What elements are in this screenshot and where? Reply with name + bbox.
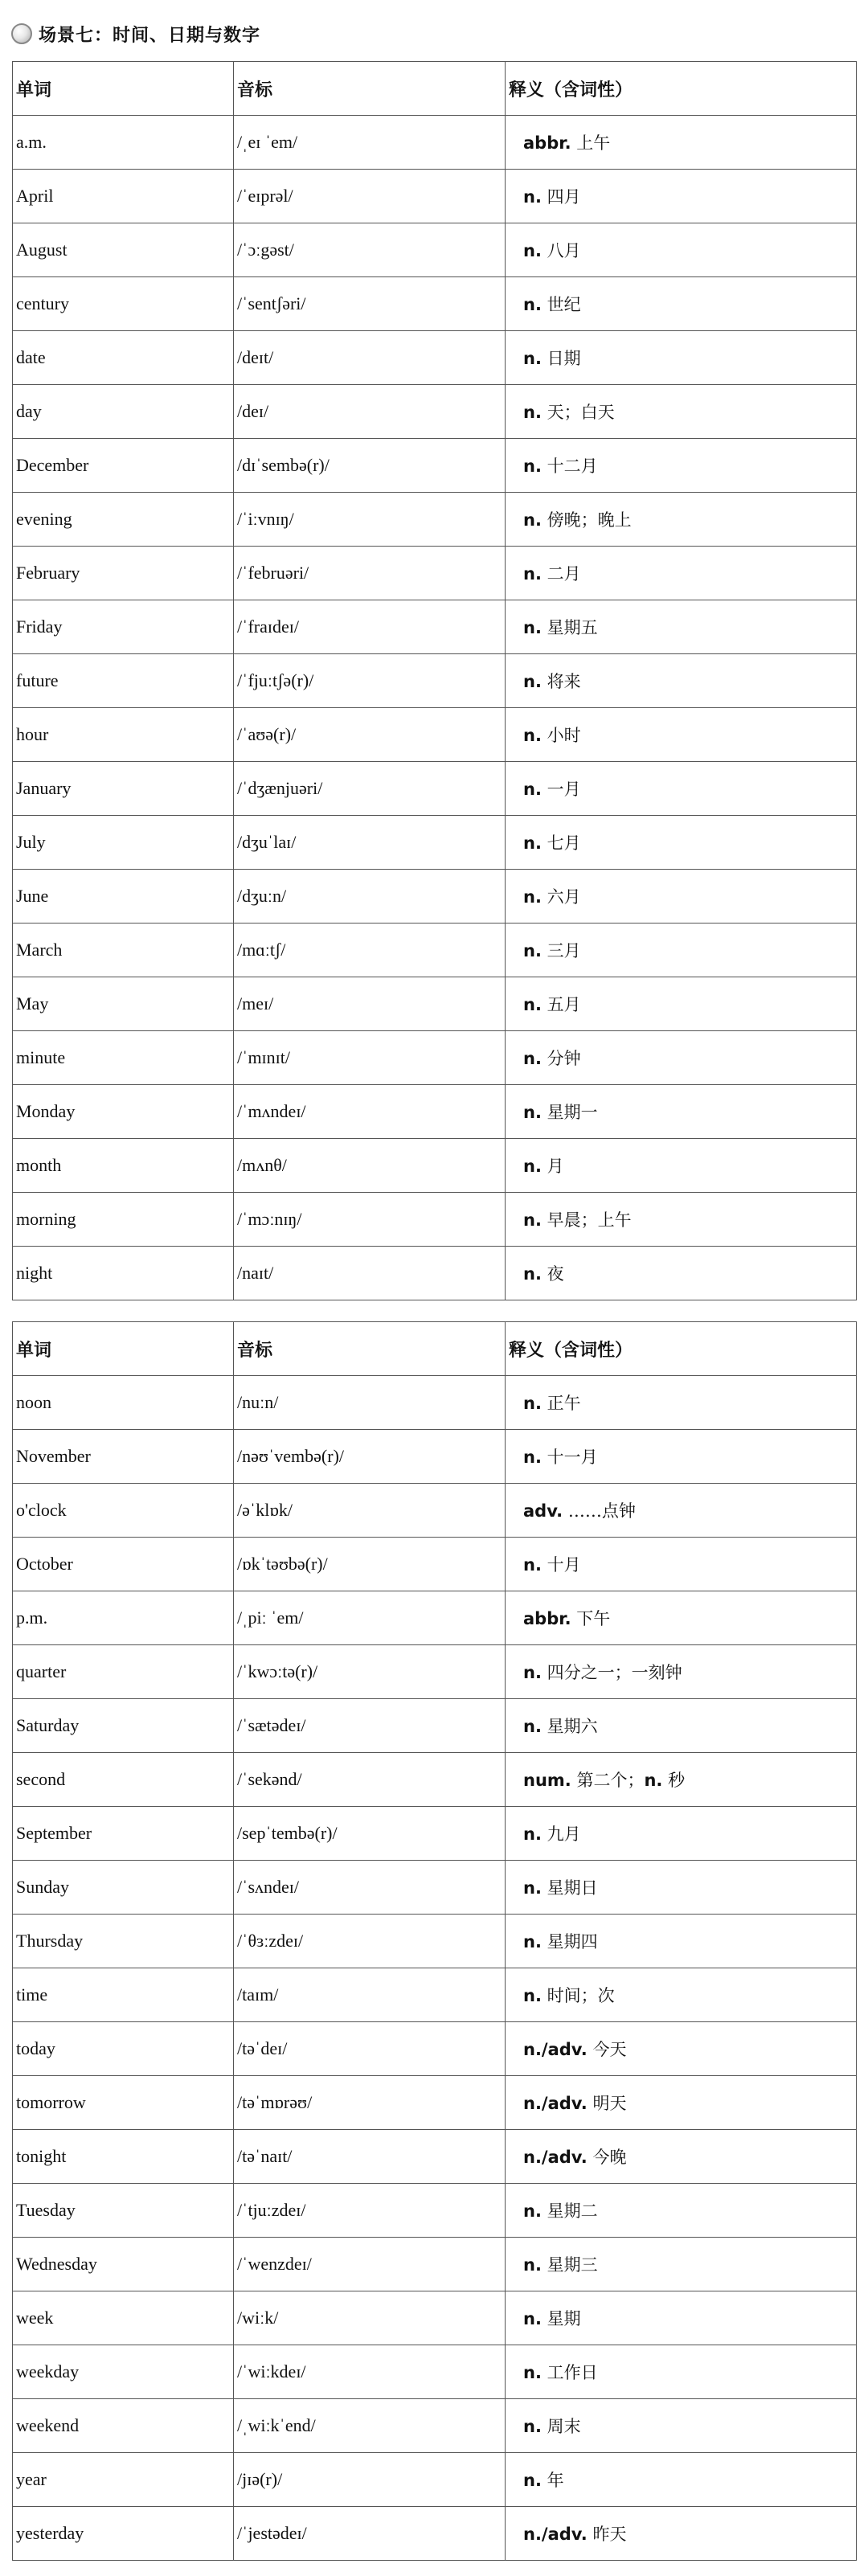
meaning-cell — [506, 331, 857, 385]
chinese-meaning: 上午 — [571, 133, 611, 153]
phonetic-cell: /ˈsekənd/ — [234, 1753, 506, 1807]
chinese-meaning: 星期六 — [541, 1717, 598, 1736]
phonetic-cell: /ˈwiːkdeɪ/ — [234, 2345, 506, 2399]
meaning-cell — [506, 924, 857, 977]
word-cell: hour — [13, 708, 234, 762]
phonetic-cell: /ˈfebruəri/ — [234, 547, 506, 600]
meaning-cell — [506, 1085, 857, 1139]
word-cell: April — [13, 170, 234, 223]
vocab-table-2 — [12, 1321, 857, 2561]
chinese-meaning: 今晚 — [587, 2148, 627, 2167]
word-cell: today — [13, 2022, 234, 2076]
part-of-speech: n./adv. — [523, 2040, 588, 2059]
meaning-cell — [506, 277, 857, 331]
meaning-cell — [506, 977, 857, 1031]
phonetic-cell: /meɪ/ — [234, 977, 506, 1031]
meaning-cell — [506, 762, 857, 816]
part-of-speech: n. — [523, 672, 542, 691]
meaning-cell — [506, 870, 857, 924]
phonetic-cell: /ˈsætədeɪ/ — [234, 1699, 506, 1753]
word-cell: May — [13, 977, 234, 1031]
word-cell: month — [13, 1139, 234, 1193]
part-of-speech: n. — [523, 564, 542, 584]
table-row — [13, 1699, 857, 1753]
meaning-cell — [506, 1861, 857, 1915]
table-row — [13, 1538, 857, 1591]
table-row — [13, 977, 857, 1031]
chinese-meaning: 昨天 — [587, 2525, 627, 2544]
header-meaning: 释义（含词性） — [506, 1322, 857, 1376]
meaning-cell — [506, 170, 857, 223]
part-of-speech: n. — [523, 1555, 542, 1575]
chinese-meaning: 小时 — [541, 726, 581, 745]
chinese-meaning: 星期 — [541, 2309, 581, 2328]
phonetic-cell: /deɪ/ — [234, 385, 506, 439]
part-of-speech: n./adv. — [523, 2148, 588, 2167]
part-of-speech: n. — [523, 510, 542, 530]
part-of-speech: n. — [523, 1717, 542, 1736]
phonetic-cell: /ˈmɔːnɪŋ/ — [234, 1193, 506, 1247]
table-row — [13, 116, 857, 170]
chinese-meaning: 星期三 — [541, 2255, 598, 2275]
table-row — [13, 2291, 857, 2345]
meaning-cell — [506, 2022, 857, 2076]
header-meaning: 释义（含词性） — [506, 62, 857, 116]
meaning-cell — [506, 1807, 857, 1861]
part-of-speech: n. — [523, 403, 542, 422]
word-cell: February — [13, 547, 234, 600]
phonetic-cell: /nəʊˈvembə(r)/ — [234, 1430, 506, 1484]
phonetic-cell: /naɪt/ — [234, 1247, 506, 1300]
phonetic-cell: /təˈmɒrəʊ/ — [234, 2076, 506, 2130]
word-cell: year — [13, 2453, 234, 2507]
phonetic-cell: /dʒuːn/ — [234, 870, 506, 924]
table-row — [13, 1861, 857, 1915]
chinese-meaning: 四分之一；一刻钟 — [541, 1663, 682, 1682]
section-title: 场景七：时间、日期与数字 — [39, 24, 261, 46]
meaning-cell — [506, 1193, 857, 1247]
chinese-meaning: 十二月 — [541, 457, 598, 476]
word-cell: March — [13, 924, 234, 977]
chinese-meaning: 今天 — [587, 2040, 627, 2059]
part-of-speech: adv. — [523, 1501, 563, 1521]
word-cell: weekday — [13, 2345, 234, 2399]
meaning-cell — [506, 2507, 857, 2561]
chinese-meaning: 六月 — [541, 887, 581, 907]
word-cell: evening — [13, 493, 234, 547]
meaning-cell — [506, 1968, 857, 2022]
table-header-row — [13, 1322, 857, 1376]
part-of-speech: n. — [523, 833, 542, 853]
phonetic-cell: /ˌeɪ ˈem/ — [234, 116, 506, 170]
phonetic-cell: /ˌpiː ˈem/ — [234, 1591, 506, 1645]
meaning-cell — [506, 385, 857, 439]
phonetic-cell: /dɪˈsembə(r)/ — [234, 439, 506, 493]
table-row — [13, 654, 857, 708]
chinese-meaning: 工作日 — [541, 2363, 598, 2382]
phonetic-cell: /ˈiːvnɪŋ/ — [234, 493, 506, 547]
table-row — [13, 1591, 857, 1645]
part-of-speech: n. — [523, 941, 542, 960]
word-cell: century — [13, 277, 234, 331]
word-cell: Friday — [13, 600, 234, 654]
table-row — [13, 1484, 857, 1538]
part-of-speech: n. — [523, 1157, 542, 1176]
table-row — [13, 708, 857, 762]
table-row — [13, 1753, 857, 1807]
table-row — [13, 493, 857, 547]
table-row — [13, 547, 857, 600]
table-row — [13, 2345, 857, 2399]
table-row — [13, 2184, 857, 2238]
part-of-speech: n. — [644, 1771, 663, 1790]
part-of-speech: n. — [523, 241, 542, 260]
meaning-cell — [506, 2453, 857, 2507]
phonetic-cell: /ˈmʌndeɪ/ — [234, 1085, 506, 1139]
header-phonetic: 音标 — [234, 1322, 506, 1376]
chinese-meaning: ……点钟 — [563, 1501, 636, 1521]
meaning-cell — [506, 116, 857, 170]
table-row — [13, 1139, 857, 1193]
meaning-cell — [506, 2238, 857, 2291]
word-cell: p.m. — [13, 1591, 234, 1645]
part-of-speech: n. — [523, 457, 542, 476]
meaning-cell — [506, 1484, 857, 1538]
word-cell: quarter — [13, 1645, 234, 1699]
phonetic-cell: /ɒkˈtəʊbə(r)/ — [234, 1538, 506, 1591]
phonetic-cell: /dʒuˈlaɪ/ — [234, 816, 506, 870]
word-cell: October — [13, 1538, 234, 1591]
chinese-meaning: 三月 — [541, 941, 581, 960]
part-of-speech: n./adv. — [523, 2094, 588, 2113]
bullet-circle-icon — [11, 23, 32, 44]
phonetic-cell: /sepˈtembə(r)/ — [234, 1807, 506, 1861]
chinese-meaning: 周末 — [541, 2417, 581, 2436]
table-header-row — [13, 62, 857, 116]
chinese-meaning: 五月 — [541, 995, 581, 1014]
phonetic-cell: /ˈɔːgəst/ — [234, 223, 506, 277]
part-of-speech: n. — [523, 2309, 542, 2328]
chinese-meaning: 天；白天 — [541, 403, 615, 422]
phonetic-cell: /ˈeɪprəl/ — [234, 170, 506, 223]
part-of-speech: n. — [523, 780, 542, 799]
part-of-speech: n. — [523, 2417, 542, 2436]
table-row — [13, 2453, 857, 2507]
meaning-cell — [506, 1430, 857, 1484]
chinese-meaning: 夜 — [541, 1264, 564, 1284]
section-heading — [11, 18, 260, 50]
word-cell: Sunday — [13, 1861, 234, 1915]
word-cell: Monday — [13, 1085, 234, 1139]
chinese-meaning: 年 — [541, 2471, 564, 2490]
meaning-cell — [506, 493, 857, 547]
meaning-cell — [506, 1247, 857, 1300]
phonetic-cell: /təˈdeɪ/ — [234, 2022, 506, 2076]
phonetic-cell: /ˈfjuːtʃə(r)/ — [234, 654, 506, 708]
table-row — [13, 2399, 857, 2453]
phonetic-cell: /wiːk/ — [234, 2291, 506, 2345]
word-cell: time — [13, 1968, 234, 2022]
phonetic-cell: /təˈnaɪt/ — [234, 2130, 506, 2184]
table-row — [13, 816, 857, 870]
vocab-table-1 — [12, 61, 857, 1300]
word-cell: August — [13, 223, 234, 277]
phonetic-cell: /jɪə(r)/ — [234, 2453, 506, 2507]
phonetic-cell: /ˈθɜːzdeɪ/ — [234, 1915, 506, 1968]
phonetic-cell: /ˈdʒænjuəri/ — [234, 762, 506, 816]
phonetic-cell: /ˈjestədeɪ/ — [234, 2507, 506, 2561]
part-of-speech: n. — [523, 1986, 542, 2005]
meaning-cell — [506, 1376, 857, 1430]
chinese-meaning: 正午 — [541, 1394, 581, 1413]
meaning-cell — [506, 2076, 857, 2130]
chinese-meaning: 分钟 — [541, 1049, 581, 1068]
chinese-meaning: 星期四 — [541, 1932, 598, 1951]
table-row — [13, 2076, 857, 2130]
meaning-cell — [506, 2291, 857, 2345]
table-row — [13, 2238, 857, 2291]
table-row — [13, 924, 857, 977]
part-of-speech: n. — [523, 295, 542, 314]
table-row — [13, 2130, 857, 2184]
part-of-speech: n. — [523, 1264, 542, 1284]
meaning-cell — [506, 2184, 857, 2238]
chinese-meaning: 将来 — [541, 672, 581, 691]
chinese-meaning: 世纪 — [541, 295, 581, 314]
meaning-cell — [506, 2345, 857, 2399]
word-cell: Saturday — [13, 1699, 234, 1753]
table-row — [13, 762, 857, 816]
part-of-speech: n. — [523, 187, 542, 207]
part-of-speech: n. — [523, 1878, 542, 1898]
part-of-speech: n. — [523, 1049, 542, 1068]
word-cell: noon — [13, 1376, 234, 1430]
word-cell: date — [13, 331, 234, 385]
chinese-meaning: 星期一 — [541, 1103, 598, 1122]
phonetic-cell: /nuːn/ — [234, 1376, 506, 1430]
table-row — [13, 331, 857, 385]
part-of-speech: n. — [523, 618, 542, 637]
word-cell: morning — [13, 1193, 234, 1247]
part-of-speech: n. — [523, 1824, 542, 1844]
part-of-speech: abbr. — [523, 1609, 571, 1628]
phonetic-cell: /ˈwenzdeɪ/ — [234, 2238, 506, 2291]
word-cell: weekend — [13, 2399, 234, 2453]
header-phonetic: 音标 — [234, 62, 506, 116]
word-cell: yesterday — [13, 2507, 234, 2561]
word-cell: tonight — [13, 2130, 234, 2184]
part-of-speech: n. — [523, 1932, 542, 1951]
chinese-meaning: 星期日 — [541, 1878, 598, 1898]
meaning-cell — [506, 1031, 857, 1085]
meaning-cell — [506, 1538, 857, 1591]
word-cell: Thursday — [13, 1915, 234, 1968]
word-cell: night — [13, 1247, 234, 1300]
table-row — [13, 1968, 857, 2022]
part-of-speech: num. — [523, 1771, 571, 1790]
chinese-meaning: 早晨；上午 — [541, 1210, 632, 1230]
meaning-cell — [506, 708, 857, 762]
meaning-cell — [506, 654, 857, 708]
part-of-speech: n. — [523, 887, 542, 907]
table-row — [13, 1247, 857, 1300]
word-cell: January — [13, 762, 234, 816]
word-cell: a.m. — [13, 116, 234, 170]
word-cell: July — [13, 816, 234, 870]
phonetic-cell: /taɪm/ — [234, 1968, 506, 2022]
table-row — [13, 1807, 857, 1861]
part-of-speech: abbr. — [523, 133, 571, 153]
phonetic-cell: /ˈmɪnɪt/ — [234, 1031, 506, 1085]
word-cell: o'clock — [13, 1484, 234, 1538]
table-row — [13, 2022, 857, 2076]
phonetic-cell: /mɑːtʃ/ — [234, 924, 506, 977]
word-cell: Wednesday — [13, 2238, 234, 2291]
chinese-meaning: 明天 — [587, 2094, 627, 2113]
part-of-speech: n. — [523, 726, 542, 745]
chinese-meaning: 时间；次 — [541, 1986, 615, 2005]
chinese-meaning: 第二个； — [571, 1771, 645, 1790]
chinese-meaning: 星期二 — [541, 2201, 598, 2221]
table-row — [13, 1085, 857, 1139]
chinese-meaning: 二月 — [541, 564, 581, 584]
phonetic-cell: /ˈkwɔːtə(r)/ — [234, 1645, 506, 1699]
table-row — [13, 277, 857, 331]
table-row — [13, 223, 857, 277]
phonetic-cell: /ˌwiːkˈend/ — [234, 2399, 506, 2453]
chinese-meaning: 月 — [541, 1157, 564, 1176]
chinese-meaning: 八月 — [541, 241, 581, 260]
chinese-meaning: 十一月 — [541, 1448, 598, 1467]
meaning-cell — [506, 439, 857, 493]
word-cell: November — [13, 1430, 234, 1484]
word-cell: day — [13, 385, 234, 439]
chinese-meaning: 傍晚；晚上 — [541, 510, 632, 530]
table-row — [13, 1031, 857, 1085]
meaning-cell — [506, 1591, 857, 1645]
chinese-meaning: 一月 — [541, 780, 581, 799]
meaning-cell — [506, 1645, 857, 1699]
phonetic-cell: /əˈklɒk/ — [234, 1484, 506, 1538]
part-of-speech: n./adv. — [523, 2525, 588, 2544]
part-of-speech: n. — [523, 995, 542, 1014]
word-cell: June — [13, 870, 234, 924]
word-cell: second — [13, 1753, 234, 1807]
table-row — [13, 1193, 857, 1247]
meaning-cell — [506, 1915, 857, 1968]
meaning-cell — [506, 547, 857, 600]
table-row — [13, 1376, 857, 1430]
part-of-speech: n. — [523, 2255, 542, 2275]
word-cell: September — [13, 1807, 234, 1861]
part-of-speech: n. — [523, 2471, 542, 2490]
word-cell: tomorrow — [13, 2076, 234, 2130]
meaning-cell — [506, 2130, 857, 2184]
chinese-meaning: 星期五 — [541, 618, 598, 637]
part-of-speech: n. — [523, 1210, 542, 1230]
meaning-cell — [506, 1753, 857, 1807]
part-of-speech: n. — [523, 349, 542, 368]
part-of-speech: n. — [523, 2363, 542, 2382]
meaning-cell — [506, 600, 857, 654]
phonetic-cell: /ˈaʊə(r)/ — [234, 708, 506, 762]
phonetic-cell: /ˈsentʃəri/ — [234, 277, 506, 331]
phonetic-cell: /ˈsʌndeɪ/ — [234, 1861, 506, 1915]
chinese-meaning: 十月 — [541, 1555, 581, 1575]
phonetic-cell: /deɪt/ — [234, 331, 506, 385]
table-row — [13, 870, 857, 924]
part-of-speech: n. — [523, 1394, 542, 1413]
chinese-meaning: 日期 — [541, 349, 581, 368]
table-row — [13, 170, 857, 223]
word-cell: minute — [13, 1031, 234, 1085]
phonetic-cell: /ˈfraɪdeɪ/ — [234, 600, 506, 654]
meaning-cell — [506, 2399, 857, 2453]
chinese-meaning: 下午 — [571, 1609, 611, 1628]
part-of-speech: n. — [523, 1448, 542, 1467]
header-word: 单词 — [13, 1322, 234, 1376]
word-cell: week — [13, 2291, 234, 2345]
part-of-speech: n. — [523, 1103, 542, 1122]
word-cell: Tuesday — [13, 2184, 234, 2238]
table-row — [13, 1430, 857, 1484]
meaning-cell — [506, 816, 857, 870]
table-row — [13, 385, 857, 439]
phonetic-cell: /mʌnθ/ — [234, 1139, 506, 1193]
table-row — [13, 2507, 857, 2561]
part-of-speech: n. — [523, 1663, 542, 1682]
word-cell: future — [13, 654, 234, 708]
phonetic-cell: /ˈtjuːzdeɪ/ — [234, 2184, 506, 2238]
chinese-meaning: 四月 — [541, 187, 581, 207]
meaning-cell — [506, 1699, 857, 1753]
chinese-meaning: 七月 — [541, 833, 581, 853]
table-row — [13, 1645, 857, 1699]
chinese-meaning: 秒 — [662, 1771, 686, 1790]
chinese-meaning: 九月 — [541, 1824, 581, 1844]
word-cell: December — [13, 439, 234, 493]
table-row — [13, 1915, 857, 1968]
header-word: 单词 — [13, 62, 234, 116]
table-row — [13, 600, 857, 654]
table-row — [13, 439, 857, 493]
meaning-cell — [506, 1139, 857, 1193]
meaning-cell — [506, 223, 857, 277]
part-of-speech: n. — [523, 2201, 542, 2221]
